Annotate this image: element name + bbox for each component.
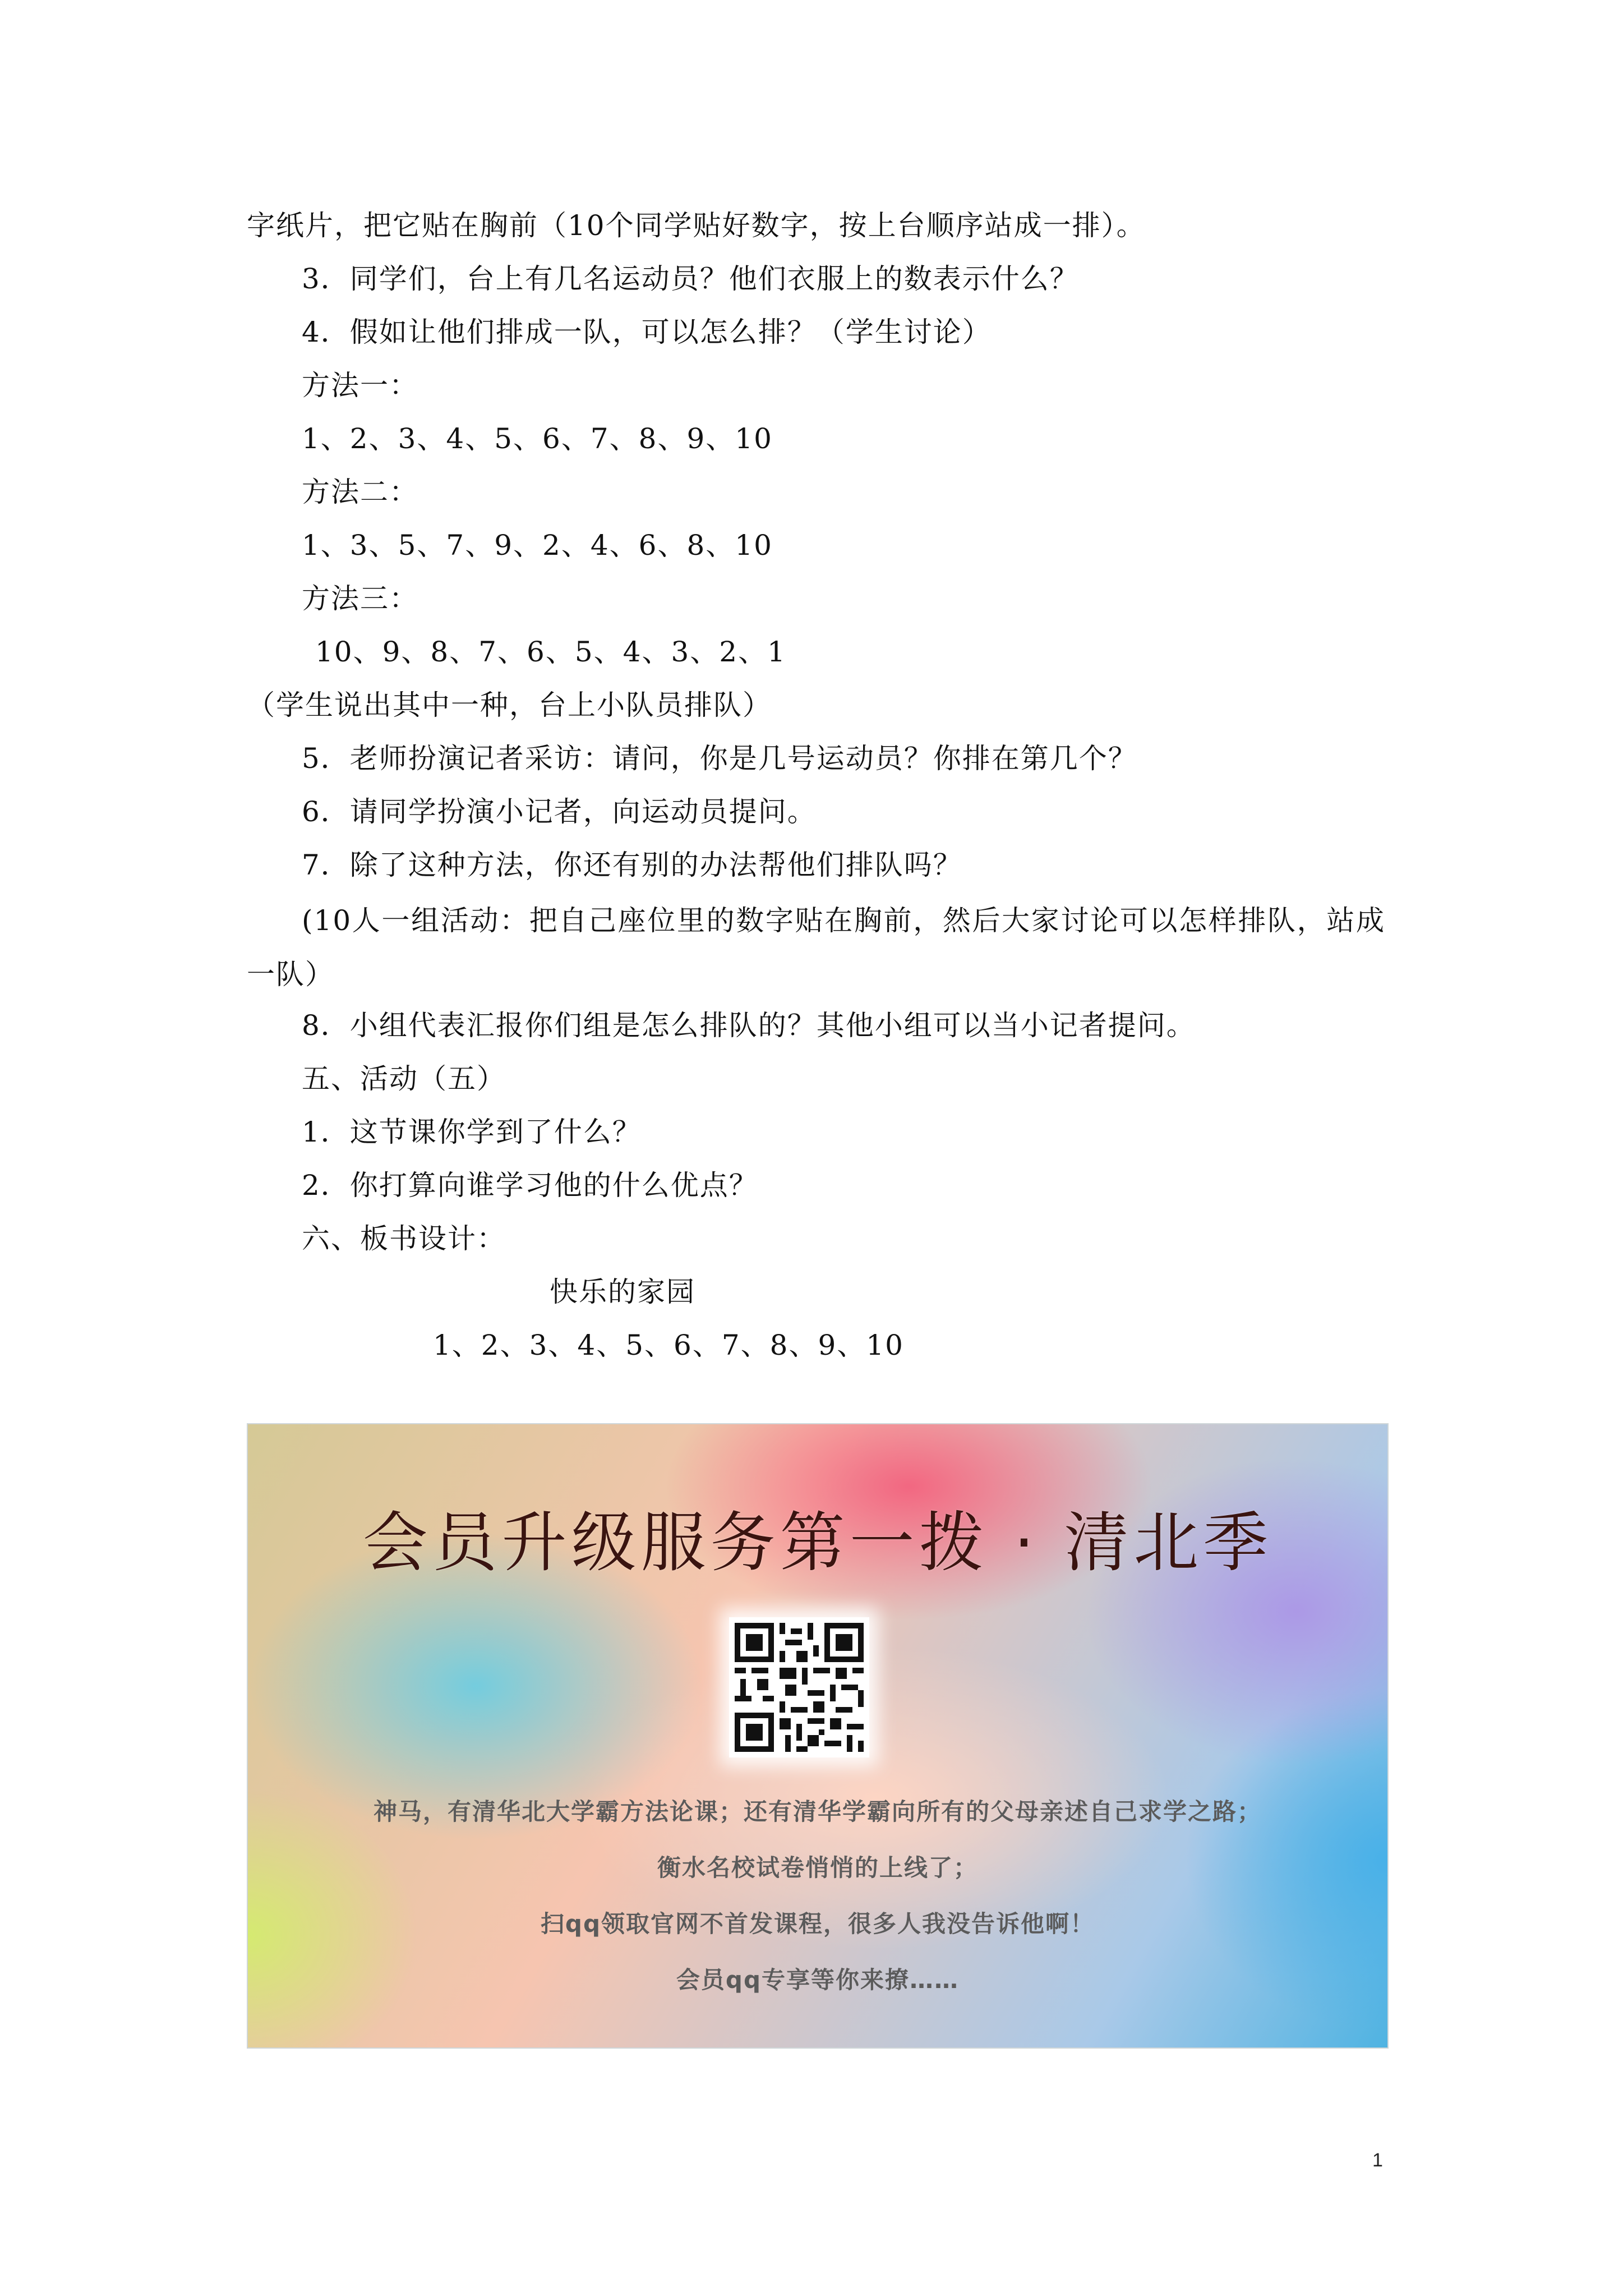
banner-line-2: 衡水名校试卷悄悄的上线了； [657, 1854, 978, 1881]
section-heading-6: 六、板书设计： [302, 1222, 506, 1255]
question-3: 3．同学们，台上有几名运动员？他们衣服上的数表示什么？ [302, 263, 1079, 295]
method-3-sequence: 10、9、8、7、6、5、4、3、2、1 [315, 636, 786, 668]
question-6: 6．请同学扮演小记者，向运动员提问。 [302, 795, 817, 828]
text-line: （学生说出其中一种，台上小队员排队） [247, 689, 772, 721]
summary-question-2: 2．你打算向谁学习他的什么优点？ [302, 1169, 758, 1202]
method-2-label: 方法二： [302, 476, 418, 508]
question-4: 4．假如让他们排成一队，可以怎么排？（学生讨论） [302, 316, 992, 348]
banner-line-1: 神马，有清华北大学霸方法论课；还有清华学霸向所有的父母亲述自己求学之路； [373, 1798, 1262, 1825]
board-sequence: 1、2、3、4、5、6、7、8、9、10 [433, 1329, 904, 1361]
banner-title: 会员升级服务第一拨 · 清北季 [362, 1505, 1273, 1581]
question-7: 7．除了这种方法，你还有别的办法帮他们排队吗？ [302, 849, 962, 881]
section-heading-5: 五、活动（五） [302, 1062, 506, 1095]
text-line: 字纸片，把它贴在胸前（10个同学贴好数字，按上台顺序站成一排）。 [247, 209, 1146, 242]
question-5: 5．老师扮演记者采访：请问，你是几号运动员？你排在第几个？ [302, 742, 1137, 775]
method-3-label: 方法三： [302, 582, 418, 615]
method-1-sequence: 1、2、3、4、5、6、7、8、9、10 [302, 422, 773, 455]
summary-question-1: 1．这节课你学到了什么？ [302, 1116, 642, 1148]
method-2-sequence: 1、3、5、7、9、2、4、6、8、10 [302, 529, 773, 562]
banner-line-3: 扫qq领取官网不首发课程，很多人我没告诉他啊！ [540, 1910, 1095, 1938]
promo-banner[interactable] [247, 1423, 1389, 2049]
page-number: 1 [1372, 2150, 1383, 2171]
method-1-label: 方法一： [302, 369, 418, 402]
qr-code-icon[interactable] [729, 1617, 869, 1757]
question-8: 8．小组代表汇报你们组是怎么排队的？其他小组可以当小记者提问。 [302, 1009, 1196, 1042]
group-activity-paragraph: (10人一组活动：把自己座位里的数字贴在胸前，然后大家讨论可以怎样排队，站成一队） [247, 904, 1385, 991]
board-title: 快乐的家园 [550, 1276, 695, 1308]
banner-line-4: 会员qq专享等你来撩…… [676, 1966, 960, 1994]
